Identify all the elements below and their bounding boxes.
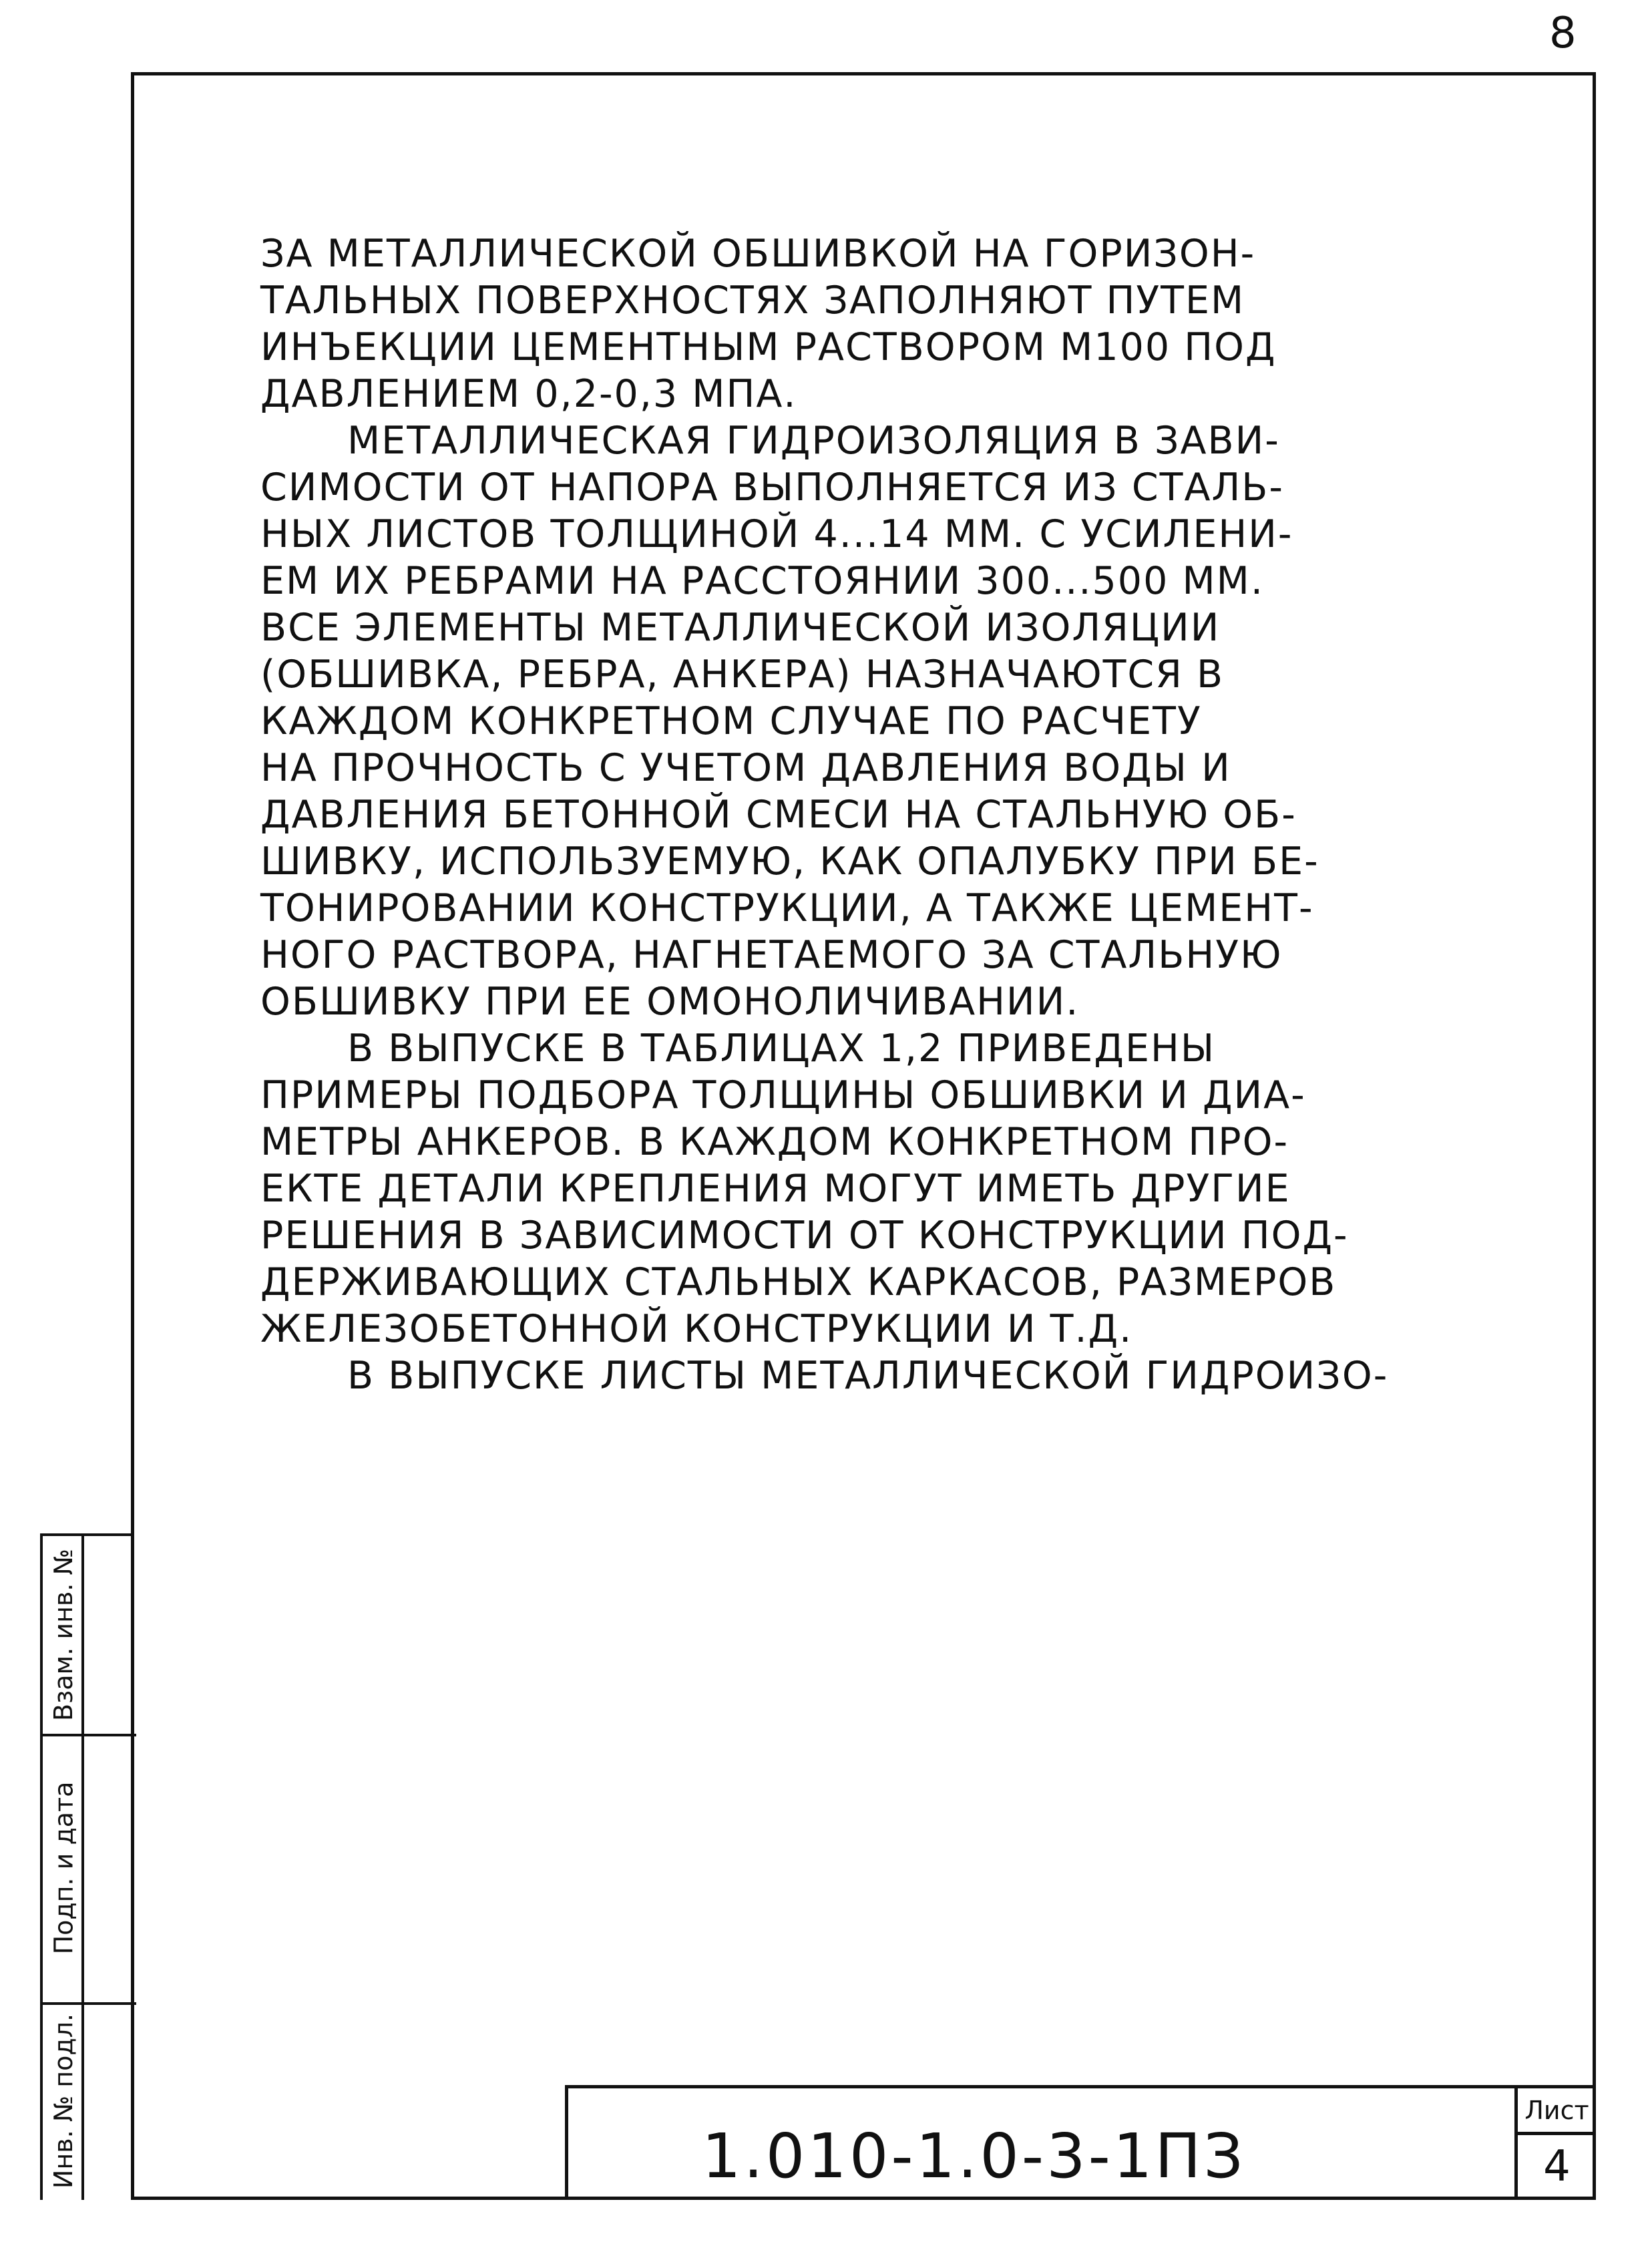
- sheet-cell: [1514, 2088, 1596, 2200]
- margin-stamp-divider: [81, 1536, 84, 2200]
- text-line: НОГО РАСТВОРА, НАГНЕТАЕМОГО ЗА СТАЛЬНУЮ: [260, 933, 1283, 977]
- page-number: 8: [1549, 9, 1577, 58]
- margin-field-inventory: [45, 2002, 81, 2200]
- text-line: ОБШИВКУ ПРИ ЕЕ ОМОНОЛИЧИВАНИИ.: [260, 980, 1080, 1024]
- text-line: МЕТАЛЛИЧЕСКАЯ ГИДРОИЗОЛЯЦИЯ В ЗАВИ-: [347, 419, 1280, 463]
- text-line: ВСЕ ЭЛЕМЕНТЫ МЕТАЛЛИЧЕСКОЙ ИЗОЛЯЦИИ: [260, 606, 1221, 650]
- text-line: МЕТРЫ АНКЕРОВ. В КАЖДОМ КОНКРЕТНОМ ПРО-: [260, 1120, 1289, 1164]
- text-line: ЗА МЕТАЛЛИЧЕСКОЙ ОБШИВКОЙ НА ГОРИЗОН-: [260, 232, 1256, 276]
- text-line: ИНЪЕКЦИИ ЦЕМЕНТНЫМ РАСТВОРОМ М100 ПОД: [260, 325, 1277, 369]
- margin-field-signature: [45, 1734, 81, 2002]
- text-line: ЖЕЛЕЗОБЕТОННОЙ КОНСТРУКЦИИ И Т.Д.: [260, 1307, 1133, 1351]
- text-line: ДАВЛЕНИЯ БЕТОННОЙ СМЕСИ НА СТАЛЬНУЮ ОБ-: [260, 793, 1297, 837]
- margin-field-replacement: [45, 1536, 81, 1734]
- sheet-label: Лист: [1518, 2088, 1596, 2135]
- text-line: В ВЫПУСКЕ ЛИСТЫ МЕТАЛЛИЧЕСКОЙ ГИДРОИЗО-: [347, 1354, 1389, 1398]
- document-code: 1.010-1.0-3-1ПЗ: [702, 2120, 1246, 2192]
- text-line: НЫХ ЛИСТОВ ТОЛЩИНОЙ 4...14 ММ. С УСИЛЕНИ-: [260, 512, 1293, 556]
- text-line: ДЕРЖИВАЮЩИХ СТАЛЬНЫХ КАРКАСОВ, РАЗМЕРОВ: [260, 1260, 1337, 1304]
- text-line: СИМОСТИ ОТ НАПОРА ВЫПОЛНЯЕТСЯ ИЗ СТАЛЬ-: [260, 465, 1284, 510]
- margin-field-signature-label: Подп. и дата: [49, 1781, 79, 1955]
- text-line: ДАВЛЕНИЕМ 0,2-0,3 МПА.: [260, 372, 797, 416]
- text-line: КАЖДОМ КОНКРЕТНОМ СЛУЧАЕ ПО РАСЧЕТУ: [260, 699, 1202, 743]
- text-line: ПРИМЕРЫ ПОДБОРА ТОЛЩИНЫ ОБШИВКИ И ДИА-: [260, 1073, 1306, 1117]
- text-line: ЕМ ИХ РЕБРАМИ НА РАССТОЯНИИ 300...500 ММ.: [260, 559, 1264, 603]
- sheet-number: 4: [1543, 2142, 1571, 2191]
- body-text: [260, 230, 1516, 1399]
- text-line: РЕШЕНИЯ В ЗАВИСИМОСТИ ОТ КОНСТРУКЦИИ ПОД-: [260, 1213, 1349, 1258]
- text-line: (ОБШИВКА, РЕБРА, АНКЕРА) НАЗНАЧАЮТСЯ В: [260, 652, 1225, 697]
- margin-field-replacement-label: Взам. инв. №: [49, 1548, 79, 1722]
- text-line: ТОНИРОВАНИИ КОНСТРУКЦИИ, А ТАКЖЕ ЦЕМЕНТ-: [260, 886, 1314, 930]
- margin-field-inventory-label: Инв. № подл.: [49, 2013, 79, 2189]
- margin-stamp: [40, 1533, 134, 2200]
- title-block: [565, 2085, 1596, 2200]
- text-line: ТАЛЬНЫХ ПОВЕРХНОСТЯХ ЗАПОЛНЯЮТ ПУТЕМ: [260, 278, 1245, 323]
- text-line: В ВЫПУСКЕ В ТАБЛИЦАХ 1,2 ПРИВЕДЕНЫ: [347, 1026, 1216, 1071]
- text-line: ЕКТЕ ДЕТАЛИ КРЕПЛЕНИЯ МОГУТ ИМЕТЬ ДРУГИЕ: [260, 1167, 1291, 1211]
- text-line: НА ПРОЧНОСТЬ С УЧЕТОМ ДАВЛЕНИЯ ВОДЫ И: [260, 746, 1231, 790]
- text-line: ШИВКУ, ИСПОЛЬЗУЕМУЮ, КАК ОПАЛУБКУ ПРИ БЕ-: [260, 839, 1319, 884]
